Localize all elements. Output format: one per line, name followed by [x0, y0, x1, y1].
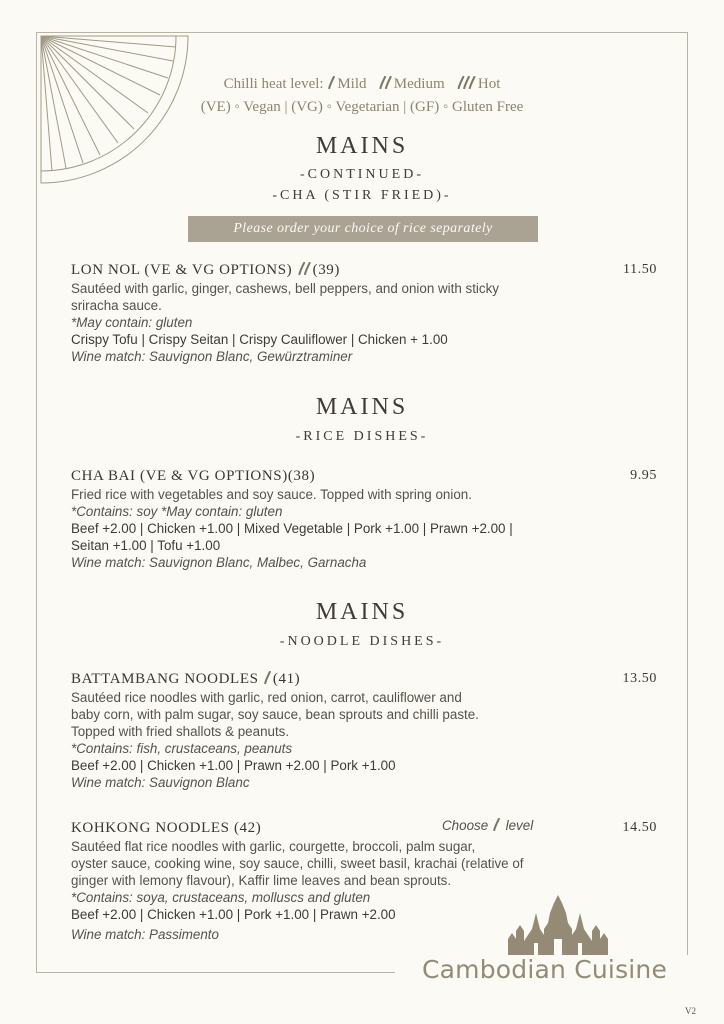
item-number: (39) — [312, 262, 340, 278]
item-description: sriracha sauce. — [71, 298, 162, 313]
item-price: 14.50 — [622, 820, 657, 835]
rice-note-banner: Please order your choice of rice separately — [188, 216, 538, 242]
item-description: Sautéed rice noodles with garlic, red onion, carrot, cauliflower and — [71, 690, 462, 705]
menu-item-lon-nol — [71, 262, 657, 365]
section-subtitle: -CHA (STIR FRIED)- — [272, 188, 452, 203]
temple-logo-icon — [508, 895, 608, 955]
item-price: 11.50 — [623, 262, 657, 277]
item-name: CHA BAI (VE & VG OPTIONS) — [71, 468, 288, 484]
heat-legend — [0, 76, 724, 93]
item-number: (41) — [272, 671, 301, 687]
section-title: MAINS — [315, 394, 409, 420]
heat-hot: Hot — [477, 76, 501, 92]
item-description: Topped with fried shallots & peanuts. — [71, 724, 290, 739]
item-description: ginger with lemony flavour), Kaffir lime leaves and bean sprouts. — [71, 873, 452, 888]
item-options: Beef +2.00 | Chicken +1.00 | Mixed Vegetable | Pork +1.00 | Prawn +2.00 | — [71, 521, 513, 536]
item-price: 9.95 — [630, 468, 657, 483]
chili-icon — [379, 76, 393, 89]
item-name-row — [71, 262, 631, 280]
item-number: (42) — [233, 820, 262, 836]
item-description: Fried rice with vegetables and soy sauce. Topped with spring onion. — [71, 487, 472, 502]
item-options: Crispy Tofu | Crispy Seitan | Crispy Cauliflower | Chicken + 1.00 — [71, 332, 448, 347]
chili-icon — [328, 76, 336, 89]
version-label: V2 — [685, 1006, 696, 1016]
brand-name: Cambodian Cuisine — [422, 955, 668, 984]
item-name-row — [71, 820, 631, 838]
item-wine-match: Wine match: Sauvignon Blanc — [71, 775, 250, 790]
item-wine-match: Wine match: Sauvignon Blanc, Malbec, Garnacha — [71, 555, 367, 570]
level-label: level — [505, 818, 534, 833]
item-description: Sautéed flat rice noodles with garlic, courgette, broccoli, palm sugar, — [71, 839, 476, 854]
item-allergen: *Contains: soya, crustaceans, molluscs and gluten — [71, 890, 371, 905]
section-title: MAINS — [315, 133, 409, 159]
section-title: MAINS — [315, 599, 409, 625]
item-options: Beef +2.00 | Chicken +1.00 | Prawn +2.00 | Pork +1.00 — [71, 758, 396, 773]
item-name: LON NOL (VE & VG OPTIONS) — [71, 262, 293, 278]
item-description: Sautéed with garlic, ginger, cashews, bell peppers, and onion with sticky — [71, 281, 499, 296]
choose-label: Choose — [442, 818, 489, 833]
heat-medium: Medium — [393, 76, 445, 92]
item-name-row — [71, 671, 631, 689]
heat-legend-label: Chilli heat level: — [223, 76, 324, 92]
section-subtitle: -CONTINUED- — [300, 167, 424, 182]
item-wine-match: Wine match: Passimento — [71, 927, 219, 942]
item-name: BATTAMBANG NOODLES — [71, 671, 259, 687]
item-description: oyster sauce, cooking wine, soy sauce, chilli, sweet basil, krachai (relative of — [71, 856, 524, 871]
chili-icon — [264, 671, 272, 684]
item-name: KOHKONG NOODLES — [71, 820, 230, 836]
menu-item-battambang-noodles — [71, 671, 657, 791]
item-wine-match: Wine match: Sauvignon Blanc, Gewürztraminer — [71, 349, 353, 364]
item-allergen: *May contain: gluten — [71, 315, 193, 330]
item-price: 13.50 — [622, 671, 657, 686]
heat-mild: Mild — [337, 76, 367, 92]
choose-level-note — [442, 818, 533, 833]
item-number: (38) — [287, 468, 316, 484]
section-subtitle: -NOODLE DISHES- — [279, 634, 445, 649]
item-options: Beef +2.00 | Chicken +1.00 | Pork +1.00 | Prawn +2.00 — [71, 907, 396, 922]
section-subtitle: -RICE DISHES- — [295, 429, 429, 444]
menu-item-cha-bai — [71, 468, 657, 571]
item-options: Seitan +1.00 | Tofu +1.00 — [71, 538, 221, 553]
chili-icon — [298, 262, 312, 275]
diet-legend: (VE) ◦ Vegan | (VG) ◦ Vegetarian | (GF) ◦ Gluten Free — [200, 99, 524, 115]
item-description: baby corn, with palm sugar, soy sauce, bean sprouts and chilli paste. — [71, 707, 479, 722]
item-name-row — [71, 468, 631, 486]
item-allergen: *Contains: soy *May contain: gluten — [71, 504, 283, 519]
item-allergen: *Contains: fish, crustaceans, peanuts — [71, 741, 293, 756]
chili-icon — [493, 818, 501, 831]
chili-icon — [457, 76, 477, 89]
